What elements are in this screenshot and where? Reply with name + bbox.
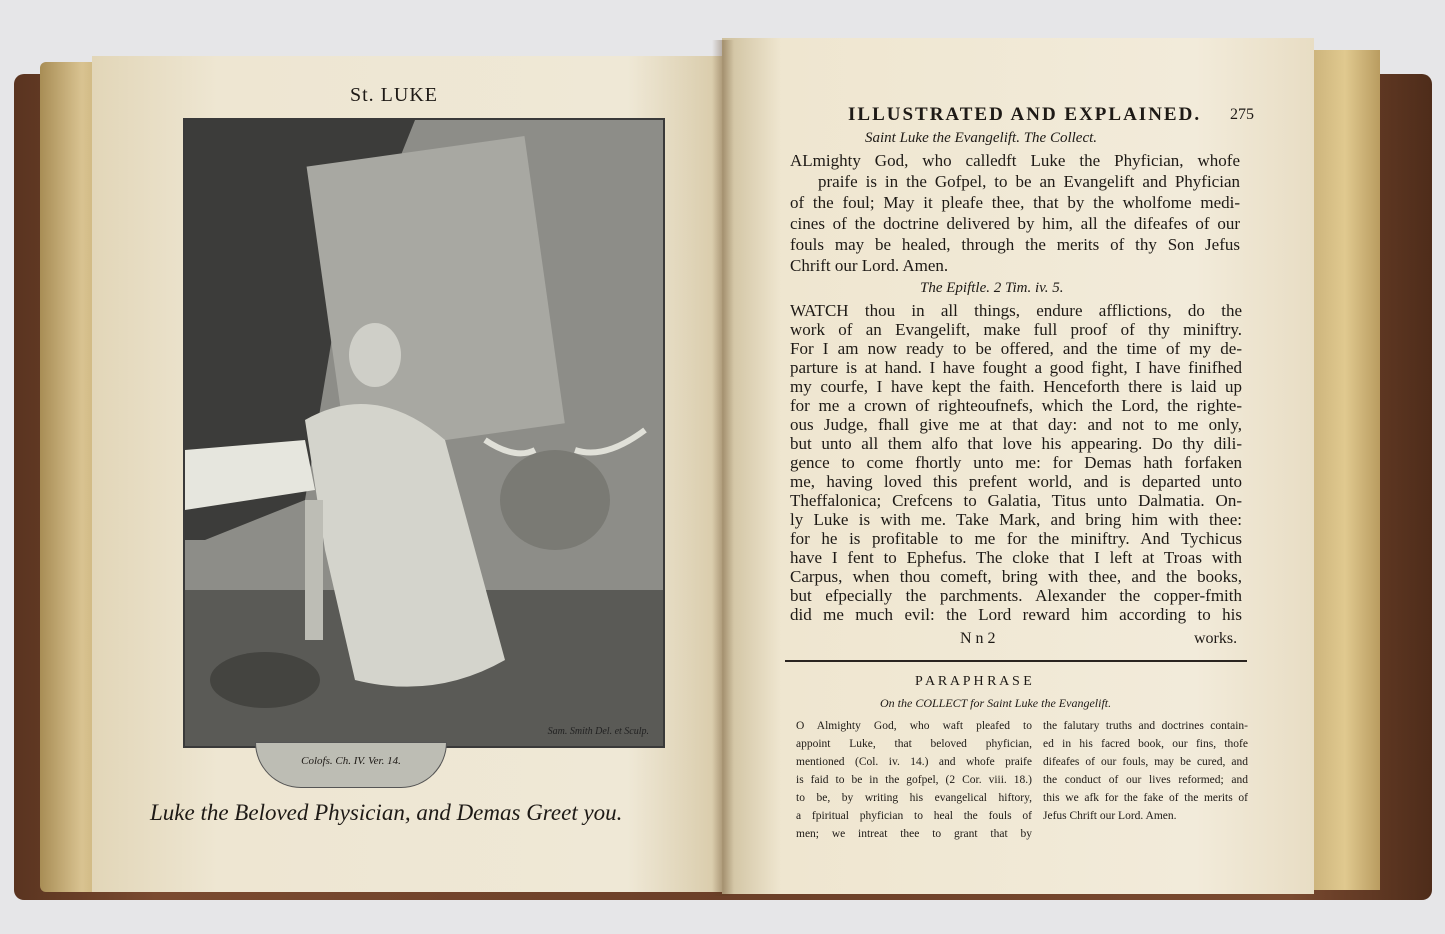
plate-caption: Luke the Beloved Physician, and Demas Greet you. (150, 800, 623, 825)
catchword: works. (1194, 630, 1238, 647)
text-line: have I fent to Ephefus. The cloke that I left at Troas with (790, 548, 1242, 567)
text-line: for he is profitable to me for the miniftry. And Tychicus (790, 529, 1242, 548)
text-line: but unto all them alfo that love his appearing. Do thy dili- (790, 434, 1242, 453)
text-line: difeafes of our fouls, may be cured, and (1043, 756, 1248, 768)
text-line: gence to come fhortly unto me: for Demas hath forfaken (790, 453, 1242, 472)
epistle-heading: The Epiftle. 2 Tim. iv. 5. (920, 280, 1064, 296)
text-line: mentioned (Col. iv. 14.) and whofe praife (796, 756, 1032, 768)
text-line: appoint Luke, that beloved phyfician, (796, 738, 1032, 750)
collect-heading: Saint Luke the Evangelift. The Collect. (865, 130, 1098, 146)
text-line: WATCH thou in all things, endure afflictions, do the (790, 301, 1242, 320)
text-line: Carpus, when thou comeft, bring with thee, and the books, (790, 567, 1242, 586)
page-edges-right (1310, 50, 1380, 890)
text-line: a fpiritual phyfician to heal the fouls of (796, 810, 1032, 822)
text-line: parture is at hand. I have fought a good fight, I have finifhed (790, 358, 1242, 377)
text-line: ed in his facred book, our fins, thofe (1043, 738, 1248, 750)
cartouche (255, 742, 447, 788)
text-line: of the foul; May it pleafe thee, that by the wholfome medi- (790, 193, 1240, 212)
text-line: the falutary truths and doctrines contain- (1043, 720, 1248, 732)
text-line: Chrift our Lord. Amen. (790, 256, 949, 275)
right-running-head: ILLUSTRATED AND EXPLAINED. (848, 104, 1202, 125)
text-line: is faid to be in the gofpel, (2 Cor. viii. 18.) (796, 774, 1032, 786)
engraving-st-luke (183, 118, 665, 748)
signature-mark: N n 2 (960, 630, 996, 647)
text-line: me, having loved this prefent world, and is departed unto (790, 472, 1242, 491)
luke-head (349, 323, 401, 387)
paraphrase-subtitle: On the COLLECT for Saint Luke the Evangelift. (880, 696, 1112, 710)
text-line: but efpecially the parchments. Alexander the copper-fmith (790, 586, 1242, 605)
engraver-credit: Sam. Smith Del. et Sculp. (547, 726, 649, 737)
divider-rule (785, 660, 1247, 662)
text-line: this we afk for the fake of the merits of (1043, 792, 1248, 804)
left-running-head: St. LUKE (350, 84, 438, 106)
text-line: Theffalonica; Crefcens to Galatia, Titus unto Dalmatia. On- (790, 491, 1242, 510)
cartouche-text: Colofs. Ch. IV. Ver. 14. (301, 755, 401, 767)
text-line: fouls may be healed, through the merits of thy Son Jefus (790, 235, 1240, 254)
ox (500, 450, 610, 550)
text-line: work of an Evangelift, make full proof of thy miniftry. (790, 320, 1242, 339)
text-line: ly Luke is with me. Take Mark, and bring him with thee: (790, 510, 1242, 529)
text-line: For I am now ready to be offered, and the time of my de- (790, 339, 1242, 358)
text-line: cines of the doctrine delivered by him, all the difeafes of our (790, 214, 1240, 233)
text-line: to be, by writing his evangelical hiftory, (796, 792, 1032, 804)
palette (210, 652, 320, 708)
text-line: ALmighty God, who calledft Luke the Phyfician, whofe (790, 151, 1240, 170)
text-line: ous Judge, fhall give me at that day: and not to me only, (790, 415, 1242, 434)
text-line: men; we intreat thee to grant that by (796, 828, 1032, 840)
text-line: for me a crown of righteoufnefs, which the Lord, the righte- (790, 396, 1242, 415)
text-line: O Almighty God, who waft pleafed to (796, 720, 1032, 732)
page-number: 275 (1230, 106, 1254, 123)
text-line: praife is in the Gofpel, to be an Evangelift and Phyfician (818, 172, 1240, 191)
text-line: my courfe, I have kept the faith. Henceforth there is laid up (790, 377, 1242, 396)
text-line: did me much evil: the Lord reward him according to his (790, 605, 1242, 624)
text-line: the conduct of our lives reformed; and (1043, 774, 1248, 786)
engraving-illustration (185, 120, 663, 746)
paraphrase-title: P A R A P H R A S E (915, 674, 1032, 689)
text-line: Jefus Chrift our Lord. Amen. (1043, 810, 1177, 822)
book-gutter (712, 40, 734, 896)
